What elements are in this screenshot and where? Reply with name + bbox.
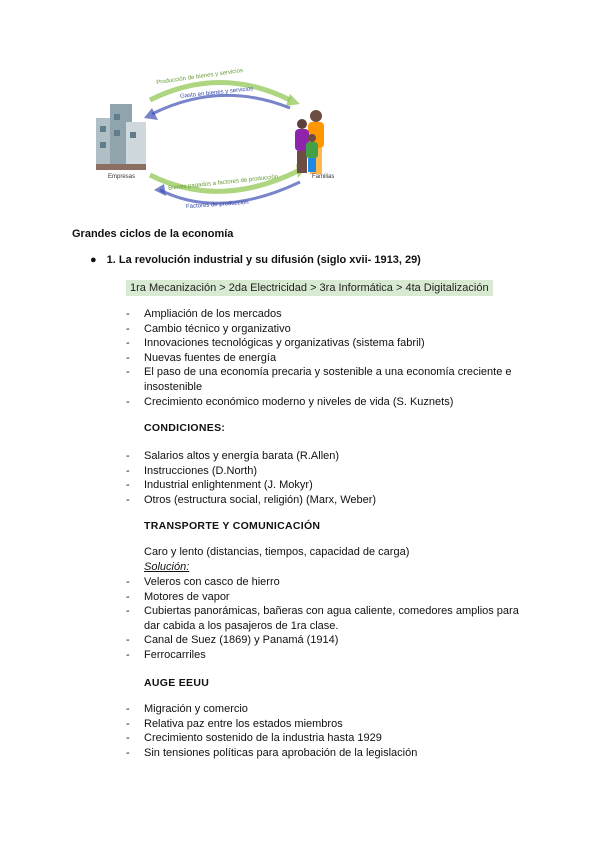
item-1-text: 1. La revolución industrial y su difusión (siglo xvii- 1913, 29) (106, 254, 421, 266)
top-blue-arrowhead (144, 108, 158, 120)
buildings-icon (96, 104, 146, 170)
list-item: - Cambio técnico y organizativo (126, 322, 526, 337)
list-item: - Otros (estructura social, religión) (Marx, Weber) (126, 493, 526, 508)
bullet-icon: ● (90, 254, 97, 266)
empresas-label: Empresas (108, 174, 136, 180)
highlight-box: 1ra Mecanización > 2da Electricidad > 3ra Informática > 4ta Digitalización (126, 280, 493, 296)
list-item: - Nuevas fuentes de energía (126, 351, 526, 366)
section-title: Grandes ciclos de la economía (72, 228, 234, 240)
top-arrow-label2: Gasto en bienes y servicios (179, 86, 254, 100)
familias-label: Familias (312, 174, 335, 180)
list-item: - Ferrocarriles (126, 648, 526, 663)
family-icon (295, 110, 324, 174)
list-item: - Salarios altos y energía barata (R.Allen) (126, 449, 526, 464)
list-item: - Cubiertas panorámicas, bañeras con agua caliente, comedores amplios para dar cabida a los pasajeros de 1ra clase. (126, 604, 526, 633)
heading-transporte: TRANSPORTE Y COMUNICACIÓN (144, 520, 321, 532)
list-3 (126, 575, 526, 663)
solucion-label: Solución: (144, 561, 190, 573)
heading-auge: AUGE EEUU (144, 677, 210, 689)
top-blue-arrow (152, 95, 290, 114)
list-item: - Veleros con casco de hierro (126, 575, 526, 590)
list-2 (126, 449, 526, 507)
list-item: - Migración y comercio (126, 702, 526, 717)
heading-condiciones: CONDICIONES: (144, 422, 226, 434)
bottom-arrow-label: Bienes pagados a factores de producción (167, 174, 279, 192)
list-item: - Relativa paz entre los estados miembros (126, 717, 526, 732)
list-item: - Innovaciones tecnológicas y organizativas (sistema fabril) (126, 336, 526, 351)
list-item: - El paso de una economía precaria y sostenible a una economía creciente e insostenible (126, 365, 526, 394)
top-green-arrowhead (286, 94, 300, 106)
transporte-text: Caro y lento (distancias, tiempos, capacidad de carga) (144, 546, 410, 558)
top-arrow-label: Producción de bienes y servicios (156, 67, 244, 87)
bottom-arrow-label2: Factores de producción (185, 199, 249, 211)
list-item: - Ampliación de los mercados (126, 307, 526, 322)
list-1 (126, 307, 526, 409)
list-item: - Crecimiento económico moderno y niveles de vida (S. Kuznets) (126, 395, 526, 410)
list-item: - Crecimiento sostenido de la industria hasta 1929 (126, 731, 526, 746)
list-item: - Sin tensiones políticas para aprobación de la legislación (126, 746, 526, 761)
list-item: - Canal de Suez (1869) y Panamá (1914) (126, 633, 526, 648)
list-4 (126, 702, 526, 760)
circular-flow-diagram (90, 67, 350, 220)
list-item: - Instrucciones (D.North) (126, 464, 526, 479)
item-1 (90, 254, 421, 266)
list-item: - Motores de vapor (126, 590, 526, 605)
list-item: - Industrial enlightenment (J. Mokyr) (126, 478, 526, 493)
bottom-blue-arrowhead (154, 184, 166, 196)
